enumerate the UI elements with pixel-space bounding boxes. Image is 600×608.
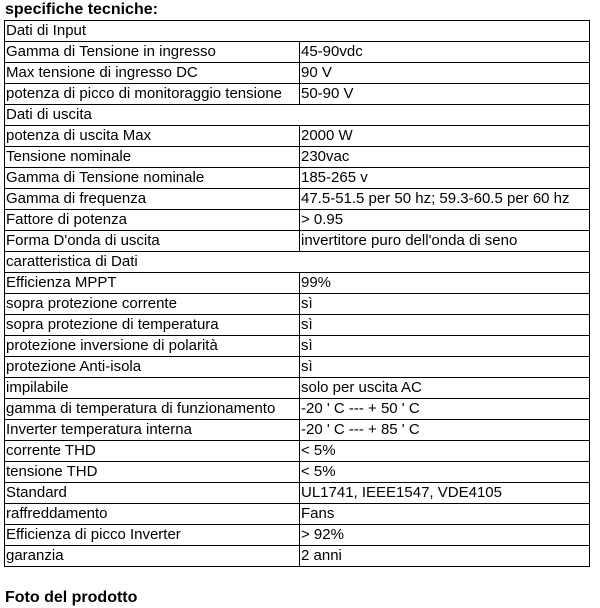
table-row — [5, 63, 590, 84]
section-row — [5, 105, 590, 126]
table-row — [5, 84, 590, 105]
table-row — [5, 357, 590, 378]
table-row — [5, 294, 590, 315]
spec-label: tensione THD — [5, 462, 300, 483]
spec-label: Fattore di potenza — [5, 210, 300, 231]
spec-value: 47.5-51.5 per 50 hz; 59.3-60.5 per 60 hz — [300, 189, 590, 210]
spec-label: Max tensione di ingresso DC — [5, 63, 300, 84]
spec-label: potenza di uscita Max — [5, 126, 300, 147]
spec-label: protezione inversione di polarità — [5, 336, 300, 357]
spec-value: 50-90 V — [300, 84, 590, 105]
spec-label: Inverter temperatura interna — [5, 420, 300, 441]
table-row — [5, 336, 590, 357]
table-row — [5, 42, 590, 63]
spec-label: Tensione nominale — [5, 147, 300, 168]
spec-label: sopra protezione di temperatura — [5, 315, 300, 336]
spec-label: protezione Anti-isola — [5, 357, 300, 378]
spec-label: garanzia — [5, 546, 300, 567]
spec-label: Gamma di Tensione nominale — [5, 168, 300, 189]
table-row — [5, 399, 590, 420]
spec-label: Efficienza di picco Inverter — [5, 525, 300, 546]
section-row — [5, 21, 590, 42]
table-row — [5, 231, 590, 252]
spec-value: 2 anni — [300, 546, 590, 567]
spec-label: raffreddamento — [5, 504, 300, 525]
section-heading-partial: Foto del prodotto — [5, 589, 138, 606]
spec-value: 99% — [300, 273, 590, 294]
table-row — [5, 315, 590, 336]
table-row — [5, 189, 590, 210]
table-row — [5, 504, 590, 525]
spec-value: < 5% — [300, 462, 590, 483]
table-row — [5, 462, 590, 483]
spec-value: sì — [300, 294, 590, 315]
table-row — [5, 147, 590, 168]
spec-label: corrente THD — [5, 441, 300, 462]
spec-label: gamma di temperatura di funzionamento — [5, 399, 300, 420]
spec-value: 90 V — [300, 63, 590, 84]
spec-value: Fans — [300, 504, 590, 525]
section-row — [5, 252, 590, 273]
spec-label: Forma D'onda di uscita — [5, 231, 300, 252]
spec-value: 230vac — [300, 147, 590, 168]
table-row — [5, 273, 590, 294]
spec-table-body — [5, 21, 590, 567]
spec-value: -20 ' C --- + 50 ' C — [300, 399, 590, 420]
spec-label: Gamma di frequenza — [5, 189, 300, 210]
table-row — [5, 525, 590, 546]
table-row — [5, 126, 590, 147]
table-row — [5, 441, 590, 462]
spec-label: Efficienza MPPT — [5, 273, 300, 294]
section-label: caratteristica di Dati — [5, 252, 590, 273]
spec-value: invertitore puro dell'onda di seno — [300, 231, 590, 252]
spec-value: sì — [300, 336, 590, 357]
spec-label: potenza di picco di monitoraggio tensione — [5, 84, 300, 105]
spec-value: 185-265 v — [300, 168, 590, 189]
page-title: specifiche tecniche: — [5, 1, 158, 18]
section-label: Dati di Input — [5, 21, 590, 42]
table-row — [5, 546, 590, 567]
table-row — [5, 168, 590, 189]
table-row — [5, 378, 590, 399]
spec-value: -20 ' C --- + 85 ' C — [300, 420, 590, 441]
spec-value: UL1741, IEEE1547, VDE4105 — [300, 483, 590, 504]
section-label: Dati di uscita — [5, 105, 590, 126]
spec-label: Gamma di Tensione in ingresso — [5, 42, 300, 63]
table-row — [5, 420, 590, 441]
table-row — [5, 210, 590, 231]
spec-value: > 0.95 — [300, 210, 590, 231]
spec-table — [4, 20, 590, 567]
spec-value: 2000 W — [300, 126, 590, 147]
spec-value: > 92% — [300, 525, 590, 546]
table-row — [5, 483, 590, 504]
spec-label: impilabile — [5, 378, 300, 399]
spec-value: < 5% — [300, 441, 590, 462]
spec-value: 45-90vdc — [300, 42, 590, 63]
spec-label: Standard — [5, 483, 300, 504]
spec-value: sì — [300, 357, 590, 378]
spec-label: sopra protezione corrente — [5, 294, 300, 315]
spec-value: sì — [300, 315, 590, 336]
spec-value: solo per uscita AC — [300, 378, 590, 399]
